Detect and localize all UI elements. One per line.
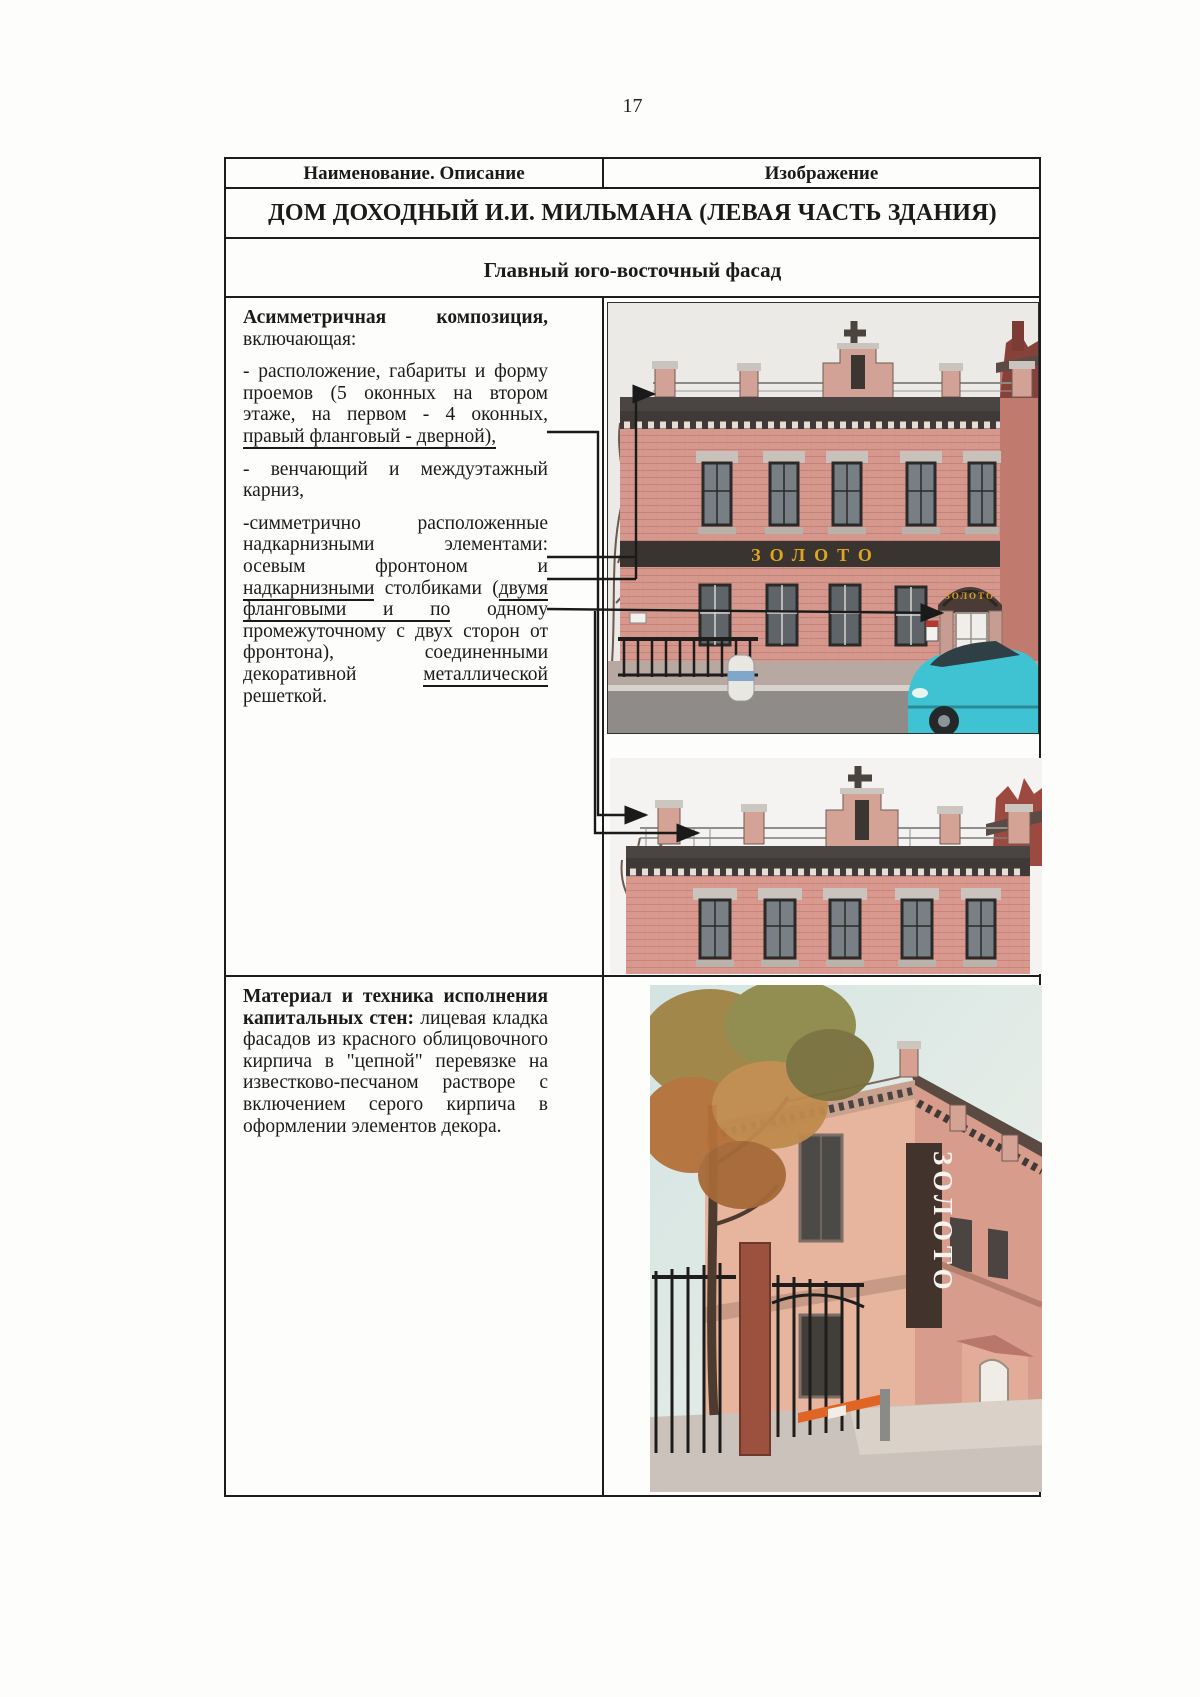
street-bollard xyxy=(728,655,754,701)
building-title: ДОМ ДОХОДНЫЙ И.И. МИЛЬМАНА (ЛЕВАЯ ЧАСТЬ ЗДАНИЯ) xyxy=(268,200,997,226)
material-description-cell xyxy=(226,977,604,1495)
facade-photo-corner xyxy=(650,985,1042,1492)
facade-subtitle: Главный юго-восточный фасад xyxy=(483,258,782,282)
interfloor-cornice-sign-band xyxy=(620,541,1000,567)
roof-band xyxy=(626,846,1030,858)
zoloto-sign-vertical: ЗОЛОТО xyxy=(928,1151,958,1295)
paragraph-overcornice-elements: -симметрично расположенные надкарнизными элементами: осевым фронтоном и надкарнизными столбиками (двумя фланговыми и по одному промежуточному с двух сторон от фронтона), соединенными декоративной металлической решеткой. xyxy=(243,512,548,707)
callout-phrase-door-opening: правый фланговый - дверной), xyxy=(243,425,497,447)
crowning-cornice xyxy=(626,858,1030,876)
facade-photo-upper xyxy=(610,758,1042,974)
paragraph-cornice: - венчающий и междуэтажный карниз, xyxy=(243,458,548,502)
house-number-plaque xyxy=(630,613,646,623)
paragraph-openings: - расположение, габариты и форму проемов (5 оконных на втором этаже, на первом - 4 оконных, правый фланговый - дверной), xyxy=(243,361,548,447)
paragraph-composition-heading: Асимметричная композиция, включающая: xyxy=(243,307,548,350)
roof-band xyxy=(620,397,1000,411)
facade-subtitle-row xyxy=(226,239,1039,298)
callout-phrase-overcornice: надкарнизными xyxy=(243,577,375,599)
paragraph-material: Материал и техника исполнения капитальных стен: лицевая кладка фасадов из красного облицовочного кирпича в "цепной" перевязке на известково-песчаном растворе с включением серого кирпича в оформлении элементов декора. xyxy=(243,986,548,1137)
building-title-row xyxy=(226,189,1039,239)
crowning-cornice xyxy=(620,411,1000,429)
header-cell-name-description: Наименование. Описание xyxy=(226,159,604,187)
composition-text xyxy=(226,298,602,707)
callout-phrase-metal-lattice: металлической xyxy=(423,663,548,685)
facade-photo-front xyxy=(608,303,1038,733)
zoloto-sign-porch: ЗОЛОТО xyxy=(945,591,995,601)
zoloto-sign-band: ЗОЛОТО xyxy=(751,545,881,565)
material-text xyxy=(226,977,602,1137)
callout-phrase-flank-posts: двумя фланговыми и по xyxy=(243,577,548,621)
page-number: 17 xyxy=(622,95,643,117)
header-cell-image: Изображение xyxy=(764,163,879,184)
composition-description-cell xyxy=(226,298,604,975)
table-header-row xyxy=(226,159,1039,189)
